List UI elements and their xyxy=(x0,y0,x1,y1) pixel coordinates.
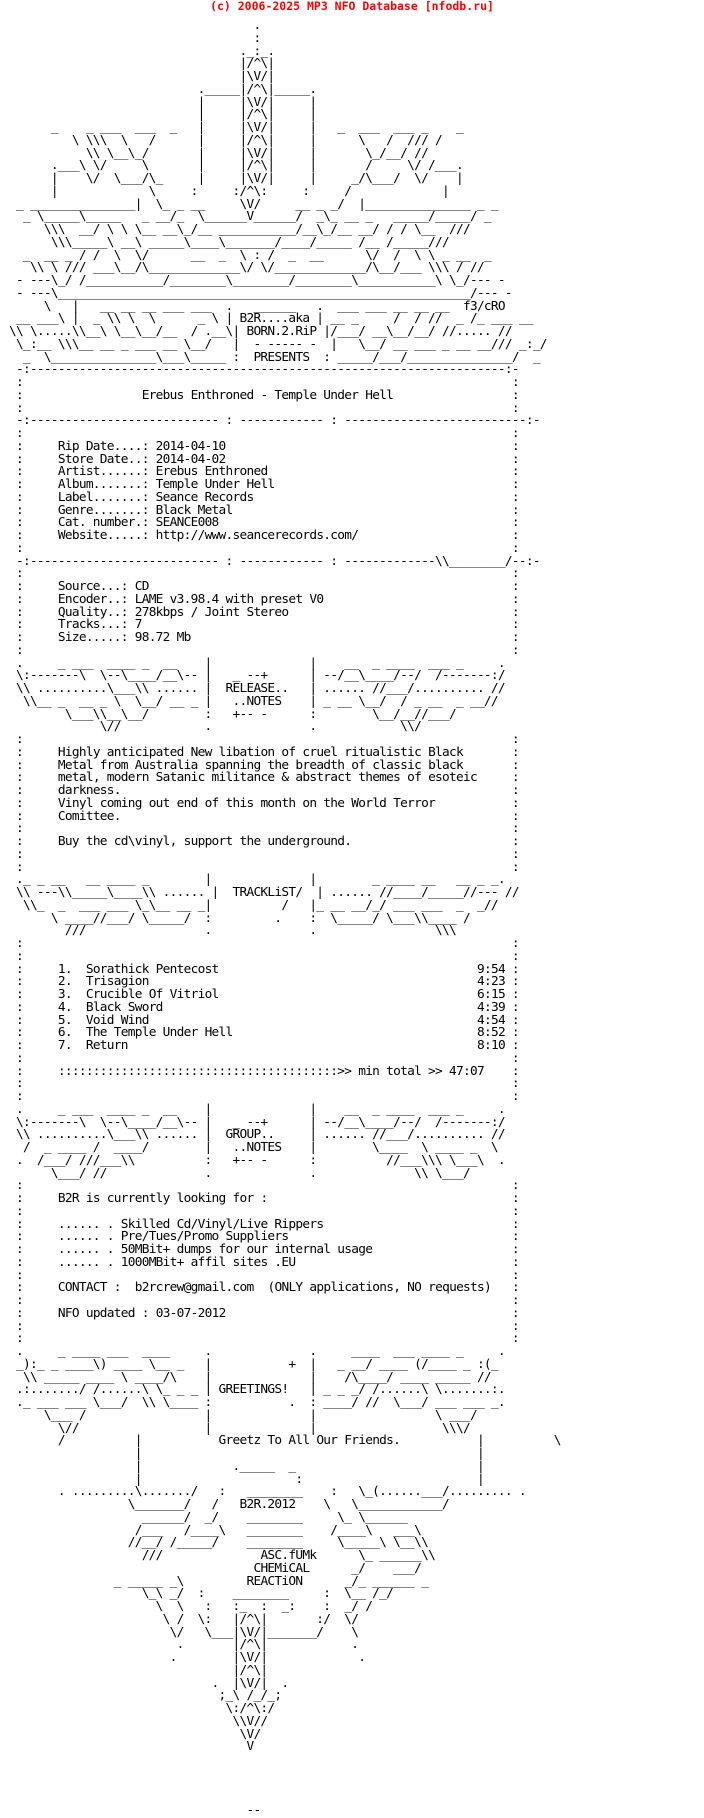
crew-name: ASC.fUMk xyxy=(260,1548,317,1563)
group-intro-line: : B2R is currently looking for : : xyxy=(2,1191,519,1206)
artist-line: : Artist......: Erebus Enthroned : xyxy=(2,464,519,480)
logo-art-line: ._:_. xyxy=(2,43,275,59)
looking-for-item: 1000MBit+ affil sites .EU xyxy=(120,1254,296,1270)
logo-art-line: _ _______________| \_ _ __ \V/ __ _ _/ |_______________ _ _ xyxy=(2,196,498,212)
section-header-group-notes: \___/ // . . \\ \___/ xyxy=(2,1165,470,1181)
section-header-tracklist: \ ____//___/ \_____/ : . : \_____/ \___\\____ / xyxy=(2,910,470,926)
bottom-art-line: //__/ /_____/ ________ \_____\ \__\\ xyxy=(2,1535,429,1551)
size-value: 98.72 Mb xyxy=(134,630,191,645)
crew-line: /// ASC.fUMk \_ ______\\ xyxy=(2,1548,436,1563)
bottom-art-line xyxy=(2,1780,704,1793)
box-blank-line: : : xyxy=(2,936,519,951)
box-blank-line: : : xyxy=(2,1089,519,1104)
label-line: : Label.......: Seance Records : xyxy=(2,489,519,505)
contact-note: (ONLY applications, NO requests) xyxy=(267,1280,491,1296)
looking-for-line: : ...... . Pre/Tues/Promo Suppliers : xyxy=(2,1229,519,1245)
logo-art-line: \ | __ __ __ ___ ___ . ______ . ___ ___ __ __ __ f3/cRO xyxy=(2,298,505,314)
artist-value: Erebus Enthroned xyxy=(155,464,268,480)
logo-art-line: _ \_____\_____ _ __/_ \______V______/ _\_ __ _ _____/_____/ _ xyxy=(2,209,491,225)
greetings-text-line: / | Greetz To All Our Friends. | \ xyxy=(2,1433,561,1449)
release-note-line: : Highly anticipated New libation of cruel ritualistic Black : xyxy=(2,744,519,760)
bottom-art-line xyxy=(2,1754,704,1767)
divider: -:--------------------------- : ------------ : -------------\\________/--:- xyxy=(2,553,540,569)
bottom-art-line: \/ \___|\V/|_______/ \ xyxy=(2,1624,359,1640)
encoder-line: : Encoder..: LAME v3.98.4 with preset V0 : xyxy=(2,591,519,607)
looking-for-item: 50MBit+ dumps for our internal usage xyxy=(120,1242,373,1257)
bottom-art-line: \\V// xyxy=(2,1713,268,1729)
track-time: 9:54 xyxy=(476,961,505,977)
website-value[interactable]: http://www.seancerecords.com/ xyxy=(155,528,359,543)
release-note-text: Metal from Australia spanning the breadth of classic black xyxy=(57,757,463,773)
release-note-line: : metal, modern Satanic militance & abstract themes of esoteic : xyxy=(2,770,519,786)
logo-art-line: \_:__ \\\__ __ _ ___ __ \__/ | - ----- - | \__/ __ ___ _ __ __/// _:_/ xyxy=(2,336,547,352)
logo-art-line: ._____|/^\|_____. xyxy=(2,81,317,97)
rip-date-line: : Rip Date....: 2014-04-10 : xyxy=(2,438,519,454)
looking-for-line: : ...... . 50MBit+ dumps for our internal usage : xyxy=(2,1242,519,1257)
box-blank-line: : : xyxy=(2,948,519,964)
track-title: Void Wind xyxy=(85,1012,149,1028)
crew-name: CHEMiCAL xyxy=(253,1560,310,1576)
store-date-line: : Store Date..: 2014-04-02 : xyxy=(2,451,519,467)
section-header-greetings: \___ / | | \ ___/ xyxy=(2,1407,477,1423)
nfo-updated-line: : NFO updated : 03-07-2012 : xyxy=(2,1305,519,1321)
logo-art-line: \\\ __/ \ \ \__ __\_/__ ___________/__\_/__ __/ / / \__ /// xyxy=(2,222,470,237)
logo-art-line: - ---\_/ /___________/________\________/________\___________\ \_/--- - xyxy=(2,273,505,288)
crew-line: _ _____ _\ REACTiON _/_ ______ _ xyxy=(2,1573,429,1589)
section-header-release-notes: \___\\__\__/ : +-- - : \__/__//___/ xyxy=(2,706,456,722)
section-header-greetings: .:......./ /......\ \_ _ _ | GREETINGS! | _ _ _/ /......\ \.......:. xyxy=(2,1382,505,1398)
box-blank-line: : : xyxy=(2,1178,519,1194)
section-header-greetings: \\ _____ ____ \ ____/\ | | /\____/ ____ _____ // xyxy=(2,1369,491,1385)
crew-line: \_______/ / B2R.2012 \ \____________/ xyxy=(2,1497,450,1512)
looking-for-line: : ...... . Skilled Cd/Vinyl/Live Rippers : xyxy=(2,1216,519,1232)
contact-line: : CONTACT : b2rcrew@gmail.com (ONLY applications, NO requests) : xyxy=(2,1280,519,1296)
greetings-text: Greetz To All Our Friends. xyxy=(218,1433,401,1449)
label-value: Seance Records xyxy=(155,489,254,505)
bottom-art-line: . |\V/| . xyxy=(2,1675,289,1691)
looking-for-item: Skilled Cd/Vinyl/Live Rippers xyxy=(120,1216,324,1232)
group-intro: B2R is currently looking for : xyxy=(57,1191,268,1206)
album-value: Temple Under Hell xyxy=(155,477,275,492)
release-note-text: metal, modern Satanic militance & abstract themes of esoteic xyxy=(57,770,477,786)
genre-value: Black Metal xyxy=(155,502,233,518)
bottom-art-line: |/^\| xyxy=(2,1662,268,1678)
crew-name: B2R.2012 xyxy=(239,1497,296,1512)
section-header-release-notes: \// . . \\/ xyxy=(2,719,422,735)
box-blank-line: : : xyxy=(2,732,519,747)
release-title: Erebus Enthroned - Temple Under Hell xyxy=(141,387,394,403)
quality-line: : Quality..: 278kbps / Joint Stereo : xyxy=(2,604,519,620)
logo-art-line: | |/^\| | xyxy=(2,107,317,123)
section-header-greetings: \// | | \\\/ xyxy=(2,1420,470,1436)
track-time: 4:23 xyxy=(476,974,505,990)
logo-art-line: _ \_______________\___\_____ : PRESENTS : _____/___/_______________/ _ xyxy=(2,349,540,365)
bottom-art-line: ______/ _/ ________ \_ \______ xyxy=(2,1509,408,1525)
box-blank-line: : : xyxy=(2,400,519,416)
section-header-release-notes: \:-------\ \--\____/__\-- | _ --+ | --/__\____/--/ /-------:/ xyxy=(2,668,505,684)
release-title-line: : Erebus Enthroned - Temple Under Hell : xyxy=(2,387,519,403)
section-header-release-notes: . _ ___ ____ _ __ | | __ _ ____ ___ _ . xyxy=(2,655,505,671)
logo-art-line: | \/ \___/\_ | |\V/| | _/\___/ \/ | xyxy=(2,171,463,186)
track-title: Return xyxy=(85,1038,128,1053)
total-time: 47:07 xyxy=(449,1063,484,1079)
track-row: : 1. Sorathick Pentecost 9:54 : xyxy=(2,961,519,977)
logo-art-line: |/^\| xyxy=(2,56,275,72)
section-header-group-notes: / _ ____ / ____/ | ..NOTES | \____ \ ____ _ \ xyxy=(2,1140,498,1155)
looking-for-line: : ...... . 1000MBit+ affil sites .EU : xyxy=(2,1254,519,1270)
logo-art-line: : xyxy=(2,30,261,46)
section-header-tracklist: ._ _ __ __ ____ _ | | _ ____ __ __ _ _. xyxy=(2,872,505,888)
nfodb-copyright-header: (c) 2006-2025 MP3 NFO Database [nfodb.ru] xyxy=(210,0,494,13)
track-title: The Temple Under Hell xyxy=(85,1025,233,1041)
section-header-group-notes: . _ ___ ____ _ __ | | __ _ ____ ___ _ . xyxy=(2,1101,505,1117)
track-row: : 4. Black Sword 4:39 : xyxy=(2,999,519,1015)
tracks-line: : Tracks...: 7 : xyxy=(2,617,519,633)
album-line: : Album.......: Temple Under Hell : xyxy=(2,477,519,492)
nfo-updated-label: NFO updated : xyxy=(57,1305,149,1321)
release-note-line: : Buy the cd\vinyl, support the underground. : xyxy=(2,834,519,849)
box-blank-line: : : xyxy=(2,1203,519,1219)
track-time: 4:39 xyxy=(476,999,505,1015)
section-header-tracklist: /// . . \\\ xyxy=(2,923,456,939)
logo-art-line: _ _ ___ ___ _ | |\V/| | _ ___ ___ _ _ xyxy=(2,120,463,135)
section-header-group-notes: \:-------\ \--\____/__\-- | _ --+ | --/__\____/--/ /-------:/ xyxy=(2,1114,505,1130)
logo-art-line: | |\V/| | xyxy=(2,94,317,110)
encoder-value: LAME v3.98.4 with preset V0 xyxy=(134,591,324,607)
genre-line: : Genre.......: Black Metal : xyxy=(2,502,519,518)
track-time: 8:52 xyxy=(476,1025,505,1041)
size-line: : Size.....: 98.72 Mb : xyxy=(2,630,519,645)
section-header-group-notes: . /___/ ///___\\ : +-- - : //___\\\ \___\ . xyxy=(2,1152,505,1168)
contact-label: CONTACT : xyxy=(57,1280,121,1296)
logo-art-line: |\V/| xyxy=(2,69,275,84)
section-header-release-notes: \\ ..........\___\\ ...... | RELEASE.. | ...... //___/.......... // xyxy=(2,681,505,696)
release-note-line: : Comittee. : xyxy=(2,808,519,824)
track-row: : 5. Void Wind 4:54 : xyxy=(2,1012,519,1028)
logo-art-line: \\ \ /// ___\__/\_____________\/ \/_____________/\__/___ \\\ / // xyxy=(2,260,484,276)
logo-art-line: _ __ _ / / \ \/ __ _ \ : / _ __ \/ / \ \ _ __ _ xyxy=(2,247,491,263)
box-blank-line: : : xyxy=(2,1293,519,1308)
release-note-text: Comittee. xyxy=(57,808,121,824)
release-note-text: Buy the cd\vinyl, support the underground. xyxy=(57,834,352,849)
release-note-line: : darkness. : xyxy=(2,783,519,798)
logo-art-line: __ ___\ | _ \\ \ \ _ \ | B2R....aka | __ _ / / // _ /_ ___ __ xyxy=(2,311,533,327)
box-blank-line: : : xyxy=(2,566,519,582)
bottom-art-line: /___ /____\ ________ /____\ ___\ xyxy=(2,1522,422,1538)
section-header-tracklist: \\ ---\\_____\____\\ ...... | TRACKLiST/ | ...... //____/_____//--- // xyxy=(2,885,519,900)
logo-art-line: -:--------------------------------------------------------------------:- xyxy=(2,362,519,378)
logo-art-line: \\\_____\ __\ _____\____\_______/____/_____ /__ /_____/// xyxy=(2,234,450,250)
divider: -:--------------------------- : ------------ : --------------------------:- xyxy=(2,413,540,429)
track-title: Sorathick Pentecost xyxy=(85,961,219,977)
store-date-value: 2014-04-02 xyxy=(155,451,226,467)
box-blank-line: : : xyxy=(2,859,519,875)
section-header-group-notes: \\ ..........\___\\ ...... | GROUP.. | ...... //___/.......... // xyxy=(2,1127,505,1143)
nfo-document xyxy=(2,20,704,1818)
track-time: 8:10 xyxy=(476,1038,505,1053)
box-blank-line: : : xyxy=(2,642,519,658)
box-blank-line: : : xyxy=(2,846,519,862)
track-row: : 3. Crucible Of Vitriol 6:15 : xyxy=(2,987,519,1002)
section-header-greetings: . _ ____ ___ ____ . . ____ ___ ____ _ . xyxy=(2,1344,505,1359)
track-row: : 7. Return 8:10 : xyxy=(2,1038,519,1053)
bottom-art-line: V xyxy=(2,1739,254,1755)
logo-art-line: \\ \.....\\__\ \__\__/__ / .__\| BORN.2.RiP |/___/ __\__/__/ //..... // xyxy=(2,324,512,339)
source-line: : Source...: CD : xyxy=(2,579,519,594)
total-time-line: : ::::::::::::::::::::::::::::::::::::::::>> min total >> 47:07 : xyxy=(2,1063,519,1079)
logo-art-line: .___\ \/ \ | |/^\| | / \/ /___. xyxy=(2,158,463,174)
crew-line: CHEMiCAL _/ ___/ xyxy=(253,1560,422,1576)
track-time: 6:15 xyxy=(476,987,505,1002)
logo-art-line: \ \\\ \ / | |/^\| | \ / /// / xyxy=(2,132,443,148)
release-note-text: darkness. xyxy=(57,783,121,798)
quality-value: 278kbps / Joint Stereo xyxy=(134,604,289,620)
bottom-art-line: . .........\......./ : ________ : \_(......___/......... . xyxy=(2,1484,526,1500)
box-blank-line: : : xyxy=(2,1267,519,1283)
box-blank-line: : : xyxy=(2,1050,519,1066)
bottom-art-line: \_\ _/ : ________ : \__ /_/ xyxy=(2,1586,394,1602)
box-blank-line: : : xyxy=(2,1318,519,1334)
release-note-text: Highly anticipated New libation of cruel ritualistic Black xyxy=(57,744,463,760)
website-line: : Website.....: http://www.seancerecords.com/ : xyxy=(2,528,519,543)
track-title: Black Sword xyxy=(85,999,163,1015)
track-row: : 6. The Temple Under Hell 8:52 : xyxy=(2,1025,519,1041)
section-header-tracklist: \\_ _ ___ ___ \_\__ __ _| / |_ __ __/_/ ___ ___ _ _// xyxy=(2,897,498,913)
bottom-art-line: \V/ xyxy=(2,1726,261,1742)
section-header-greetings: ._ ___ ___ \___/ \\ \____ : . : ____/ // \___/ ___ ___ _. xyxy=(2,1395,505,1410)
logo-art-line: \\ \__\_/ | |\V/| | \_/__/ // xyxy=(2,145,429,161)
logo-art-line: . xyxy=(2,20,261,33)
greetings-art-line: | | xyxy=(2,1446,484,1461)
release-note-line: : Vinyl coming out end of this month on the World Terror : xyxy=(2,795,519,811)
bottom-art-line: ;_\ /_/_; xyxy=(2,1688,282,1704)
crew-name: REACTiON xyxy=(246,1573,303,1589)
track-row: : 2. Trisagion 4:23 : xyxy=(2,974,519,990)
rip-date-value: 2014-04-10 xyxy=(155,438,226,454)
greetings-art-line: | : | xyxy=(2,1471,484,1487)
box-blank-line: : : xyxy=(2,1076,519,1092)
track-title: Crucible Of Vitriol xyxy=(85,987,219,1002)
bottom-art-line: \ / \: |/^\| :/ \/ xyxy=(2,1611,359,1627)
release-note-text: Vinyl coming out end of this month on the World Terror xyxy=(57,795,436,811)
bottom-art-line: . |\V/| . xyxy=(2,1650,366,1665)
looking-for-item: Pre/Tues/Promo Suppliers xyxy=(120,1229,289,1245)
contact-email[interactable]: b2rcrew@gmail.com xyxy=(134,1280,254,1296)
nfo-updated-date: 03-07-2012 xyxy=(155,1305,226,1321)
bottom-art-line: \ \ : :_ : _: : _/ / xyxy=(2,1599,373,1614)
box-blank-line: : : xyxy=(2,375,519,390)
greetings-art-line: | ._____ _ | xyxy=(2,1458,484,1474)
track-title: Trisagion xyxy=(85,974,149,990)
bottom-art-line: -- xyxy=(2,1803,261,1818)
section-header-greetings: _):_ _ ____\) ____ \__ _ | + | _ __/ ____ (/____ _ :(_ xyxy=(2,1356,498,1372)
section-header-release-notes: \\__ _ __ _ \ \__/ __ _ | ..NOTES | _ __ \__/ / _ __ _ __// xyxy=(2,693,498,709)
bottom-art-line: \:/^\:/ xyxy=(2,1701,275,1716)
tracks-value: 7 xyxy=(134,617,142,633)
logo-art-line: | \ : :/^\: : / | xyxy=(2,183,450,199)
bottom-art-line: . |/^\| . xyxy=(2,1637,359,1653)
box-blank-line: : : xyxy=(2,540,519,556)
logo-art-line: - ---\___________________________________________________________/--- - xyxy=(2,285,512,301)
release-note-line: : : xyxy=(2,821,519,837)
cat-number-line: : Cat. number.: SEANCE008 : xyxy=(2,515,519,531)
source-value: CD xyxy=(134,579,149,594)
track-time: 4:54 xyxy=(476,1012,505,1028)
bottom-art-line xyxy=(2,1767,704,1780)
box-blank-line: : : xyxy=(2,1331,519,1347)
box-blank-line: : : xyxy=(2,426,519,441)
release-note-line: : Metal from Australia spanning the breadth of classic black : xyxy=(2,757,519,773)
cat-number-value: SEANCE008 xyxy=(155,515,219,531)
